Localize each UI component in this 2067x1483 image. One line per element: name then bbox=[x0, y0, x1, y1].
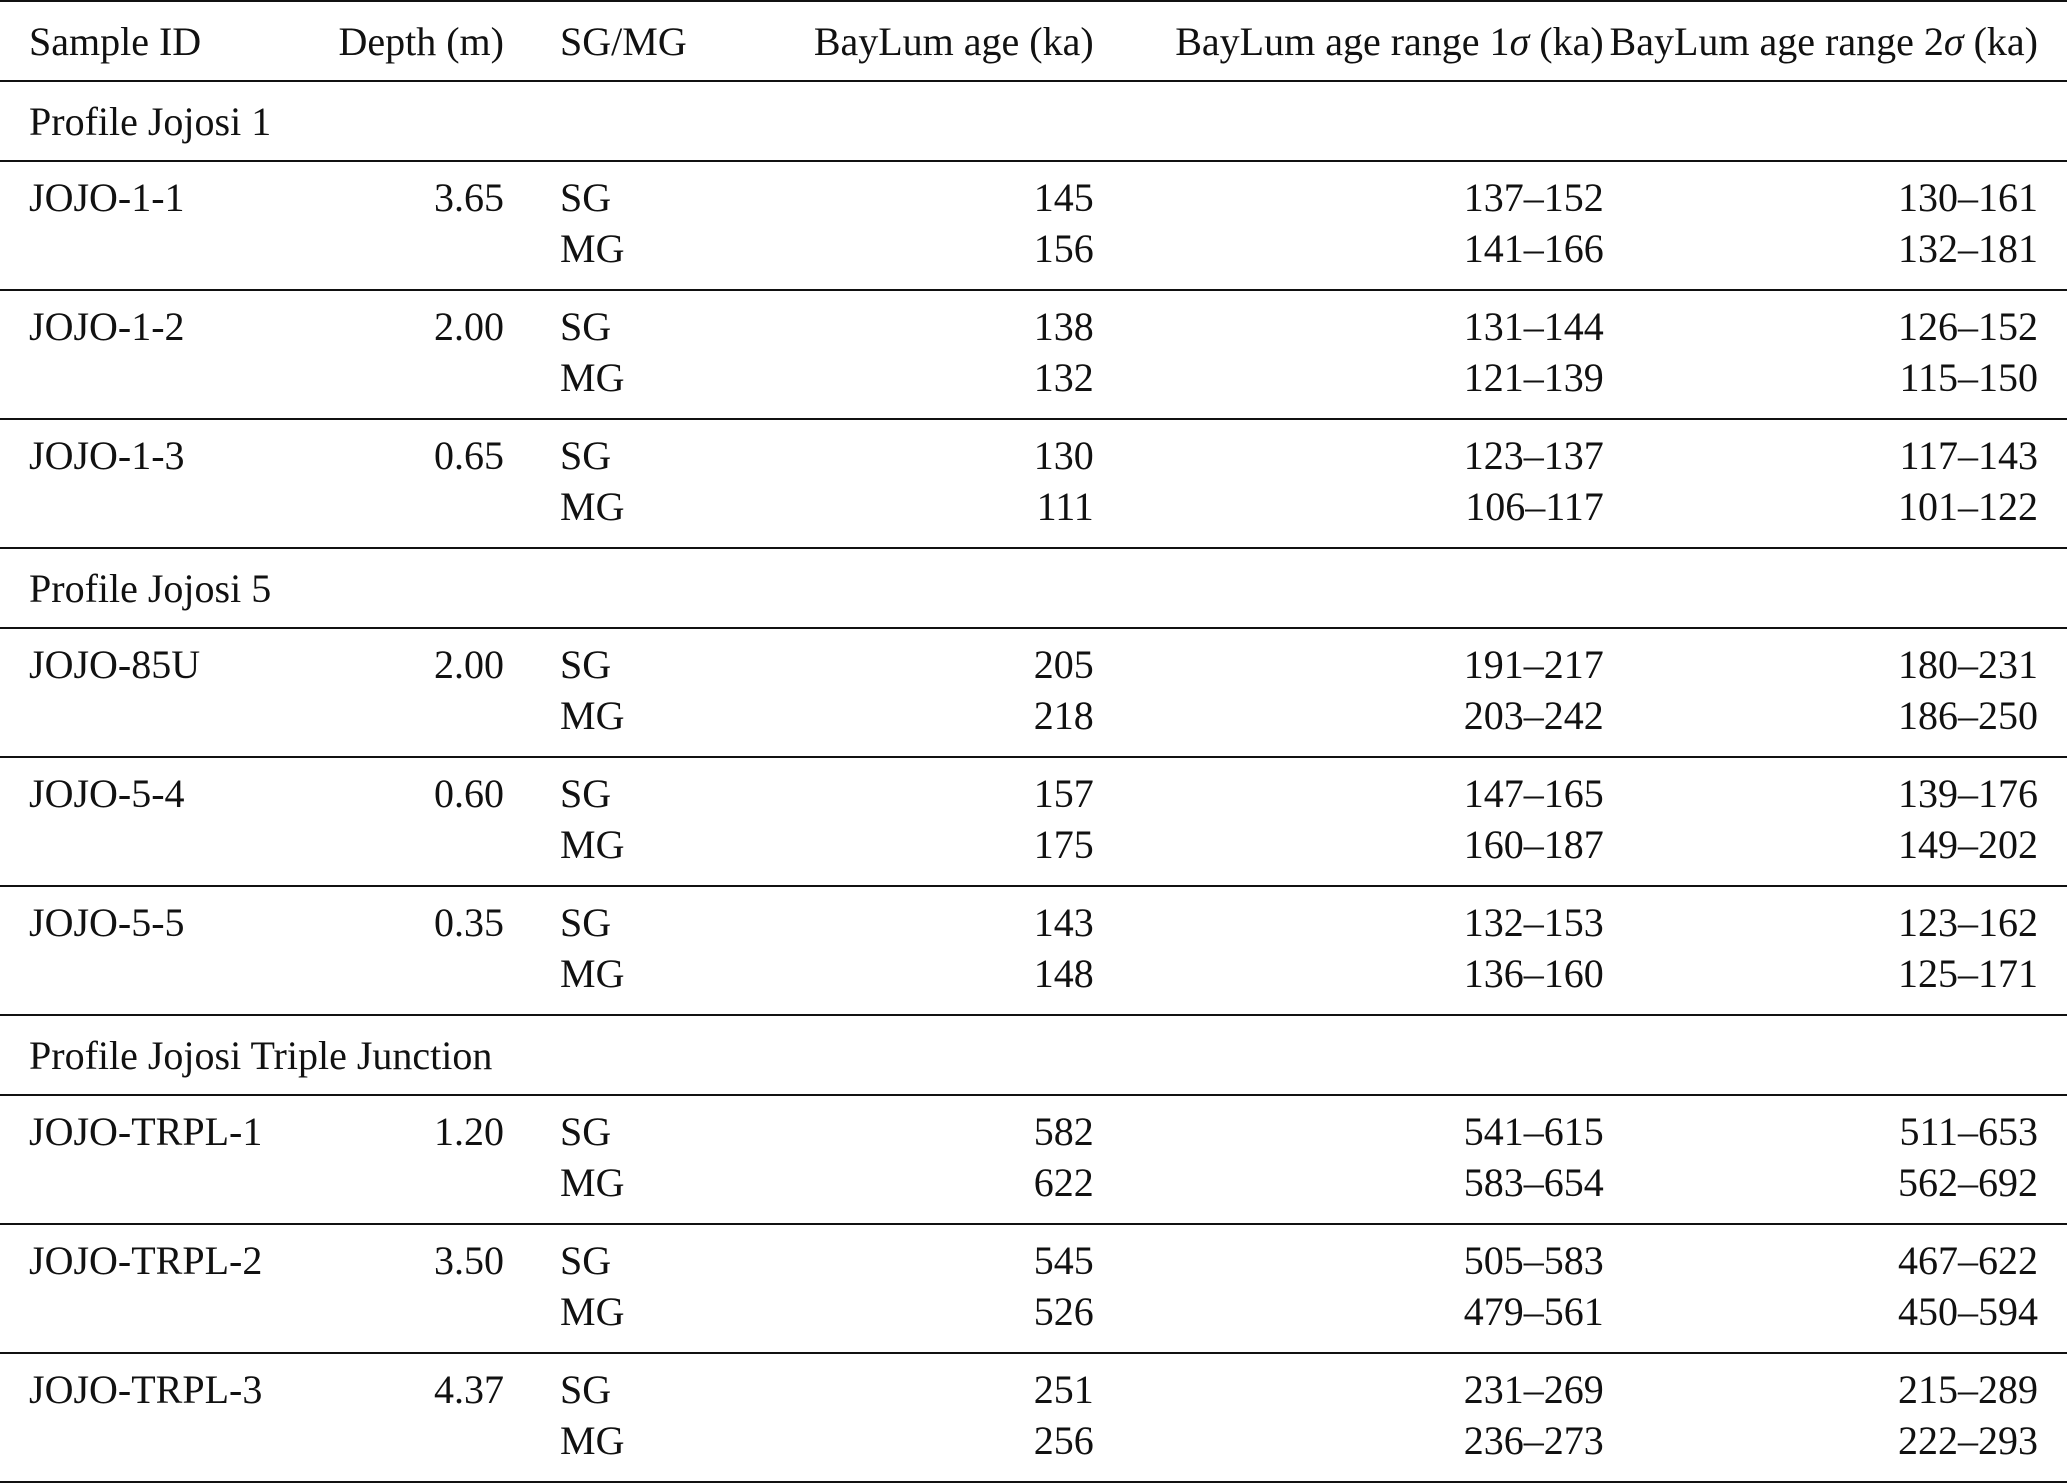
sample-age-cell bbox=[687, 1353, 1094, 1482]
sample-sg-mg-cell bbox=[504, 628, 687, 757]
sample-range-2sigma-cell bbox=[1604, 628, 2067, 757]
sample-sg-mg: MG bbox=[560, 226, 625, 271]
sample-age-cell bbox=[687, 757, 1094, 886]
sample-range-1sigma-cell bbox=[1094, 1095, 1604, 1224]
table-row bbox=[0, 161, 2067, 290]
sample-sg-mg: SG bbox=[560, 175, 612, 220]
sample-depth: 0.60 bbox=[303, 757, 504, 886]
profile-name: Profile Jojosi 5 bbox=[0, 548, 2067, 628]
sample-age: 138 bbox=[1033, 304, 1094, 349]
sample-age: 526 bbox=[1033, 1289, 1094, 1334]
sample-age: 175 bbox=[1033, 822, 1094, 867]
sample-range-2sigma: 126–152 bbox=[1898, 304, 2038, 349]
sample-range-2sigma: 222–293 bbox=[1898, 1418, 2038, 1463]
sample-depth: 0.65 bbox=[303, 419, 504, 548]
header-range1-sigma: σ bbox=[1509, 18, 1530, 64]
sample-sg-mg: SG bbox=[560, 642, 612, 687]
sample-age: 143 bbox=[1033, 900, 1094, 945]
sample-range-2sigma: 180–231 bbox=[1898, 642, 2038, 687]
sample-range-1sigma: 136–160 bbox=[1463, 951, 1604, 996]
sample-sg-mg-cell bbox=[504, 419, 687, 548]
sample-range-2sigma: 130–161 bbox=[1898, 175, 2038, 220]
sample-depth: 2.00 bbox=[303, 290, 504, 419]
sample-sg-mg: MG bbox=[560, 355, 625, 400]
header-range-2sigma bbox=[1604, 1, 2067, 81]
sample-range-1sigma: 121–139 bbox=[1463, 355, 1604, 400]
table-row bbox=[0, 757, 2067, 886]
sample-age-cell bbox=[687, 1224, 1094, 1353]
sample-range-1sigma: 141–166 bbox=[1463, 226, 1604, 271]
sample-age-cell bbox=[687, 161, 1094, 290]
sample-range-2sigma: 149–202 bbox=[1898, 822, 2038, 867]
header-age: BayLum age (ka) bbox=[687, 1, 1094, 81]
sample-sg-mg: MG bbox=[560, 822, 625, 867]
sample-sg-mg-cell bbox=[504, 1353, 687, 1482]
sample-age: 218 bbox=[1033, 693, 1094, 738]
sample-range-2sigma-cell bbox=[1604, 1353, 2067, 1482]
sample-id: JOJO-1-3 bbox=[0, 419, 303, 548]
sample-age-cell bbox=[687, 1095, 1094, 1224]
sample-depth: 0.35 bbox=[303, 886, 504, 1015]
sample-range-1sigma-cell bbox=[1094, 886, 1604, 1015]
sample-sg-mg-cell bbox=[504, 1224, 687, 1353]
header-row bbox=[0, 1, 2067, 81]
sample-range-1sigma: 231–269 bbox=[1463, 1367, 1604, 1412]
sample-range-2sigma: 511–653 bbox=[1899, 1109, 2038, 1154]
sample-range-1sigma-cell bbox=[1094, 161, 1604, 290]
header-range2-prefix: BayLum age range 2 bbox=[1609, 18, 1944, 64]
sample-id: JOJO-5-4 bbox=[0, 757, 303, 886]
sample-range-2sigma-cell bbox=[1604, 419, 2067, 548]
sample-sg-mg-cell bbox=[504, 757, 687, 886]
sample-range-2sigma: 562–692 bbox=[1898, 1160, 2038, 1205]
sample-range-2sigma: 186–250 bbox=[1898, 693, 2038, 738]
sample-age: 132 bbox=[1033, 355, 1094, 400]
sample-range-1sigma: 583–654 bbox=[1463, 1160, 1604, 1205]
sample-range-2sigma: 215–289 bbox=[1898, 1367, 2038, 1412]
table-header bbox=[0, 1, 2067, 81]
sample-range-2sigma-cell bbox=[1604, 161, 2067, 290]
sample-depth: 1.20 bbox=[303, 1095, 504, 1224]
sample-sg-mg: SG bbox=[560, 1238, 612, 1283]
sample-range-1sigma: 479–561 bbox=[1463, 1289, 1604, 1334]
sample-id: JOJO-TRPL-2 bbox=[0, 1224, 303, 1353]
sample-age-cell bbox=[687, 419, 1094, 548]
sample-id: JOJO-1-1 bbox=[0, 161, 303, 290]
sample-sg-mg: MG bbox=[560, 951, 625, 996]
profile-section-row bbox=[0, 548, 2067, 628]
sample-sg-mg: SG bbox=[560, 1367, 612, 1412]
sample-sg-mg: MG bbox=[560, 693, 625, 738]
sample-range-1sigma: 191–217 bbox=[1463, 642, 1604, 687]
sample-depth: 3.50 bbox=[303, 1224, 504, 1353]
sample-range-1sigma-cell bbox=[1094, 1224, 1604, 1353]
header-range1-unit: (ka) bbox=[1529, 18, 1604, 64]
sample-range-2sigma: 117–143 bbox=[1899, 433, 2038, 478]
profile-name: Profile Jojosi 1 bbox=[0, 81, 2067, 161]
sample-range-1sigma-cell bbox=[1094, 757, 1604, 886]
sample-range-1sigma: 147–165 bbox=[1463, 771, 1604, 816]
sample-range-2sigma: 467–622 bbox=[1898, 1238, 2038, 1283]
header-depth: Depth (m) bbox=[303, 1, 504, 81]
sample-age: 582 bbox=[1033, 1109, 1094, 1154]
table-row bbox=[0, 1095, 2067, 1224]
sample-id: JOJO-1-2 bbox=[0, 290, 303, 419]
header-sg-mg: SG/MG bbox=[504, 1, 687, 81]
profile-section-row bbox=[0, 81, 2067, 161]
sample-age: 156 bbox=[1033, 226, 1094, 271]
header-range1-prefix: BayLum age range 1 bbox=[1175, 18, 1510, 64]
sample-range-1sigma: 505–583 bbox=[1463, 1238, 1604, 1283]
sample-range-1sigma-cell bbox=[1094, 1353, 1604, 1482]
sample-age: 145 bbox=[1033, 175, 1094, 220]
header-range2-unit: (ka) bbox=[1963, 18, 2038, 64]
sample-range-1sigma: 106–117 bbox=[1465, 484, 1604, 529]
sample-sg-mg: MG bbox=[560, 1289, 625, 1334]
sample-range-1sigma: 132–153 bbox=[1463, 900, 1604, 945]
sample-sg-mg: MG bbox=[560, 1418, 625, 1463]
sample-sg-mg-cell bbox=[504, 1095, 687, 1224]
sample-sg-mg: MG bbox=[560, 484, 625, 529]
sample-id: JOJO-TRPL-1 bbox=[0, 1095, 303, 1224]
sample-age: 251 bbox=[1033, 1367, 1094, 1412]
sample-range-1sigma: 160–187 bbox=[1463, 822, 1604, 867]
table-row bbox=[0, 419, 2067, 548]
sample-range-2sigma: 132–181 bbox=[1898, 226, 2038, 271]
sample-sg-mg-cell bbox=[504, 290, 687, 419]
sample-depth: 3.65 bbox=[303, 161, 504, 290]
table-row bbox=[0, 886, 2067, 1015]
sample-range-2sigma: 115–150 bbox=[1899, 355, 2038, 400]
header-range2-sigma: σ bbox=[1943, 18, 1964, 64]
sample-sg-mg-cell bbox=[504, 161, 687, 290]
sample-age: 148 bbox=[1033, 951, 1094, 996]
sample-range-2sigma-cell bbox=[1604, 886, 2067, 1015]
sample-age: 256 bbox=[1033, 1418, 1094, 1463]
sample-age: 157 bbox=[1033, 771, 1094, 816]
header-sample-id: Sample ID bbox=[0, 1, 303, 81]
sample-range-1sigma: 123–137 bbox=[1463, 433, 1604, 478]
sample-sg-mg: SG bbox=[560, 900, 612, 945]
table-body bbox=[0, 81, 2067, 1482]
sample-range-2sigma: 125–171 bbox=[1898, 951, 2038, 996]
sample-range-1sigma: 137–152 bbox=[1463, 175, 1604, 220]
sample-range-2sigma: 450–594 bbox=[1898, 1289, 2038, 1334]
sample-range-1sigma: 236–273 bbox=[1463, 1418, 1604, 1463]
profile-name: Profile Jojosi Triple Junction bbox=[0, 1015, 2067, 1095]
sample-range-2sigma-cell bbox=[1604, 1095, 2067, 1224]
sample-range-1sigma-cell bbox=[1094, 290, 1604, 419]
table-row bbox=[0, 628, 2067, 757]
sample-id: JOJO-5-5 bbox=[0, 886, 303, 1015]
sample-depth: 4.37 bbox=[303, 1353, 504, 1482]
sample-range-2sigma: 101–122 bbox=[1898, 484, 2038, 529]
sample-range-1sigma-cell bbox=[1094, 419, 1604, 548]
sample-range-2sigma-cell bbox=[1604, 757, 2067, 886]
sample-age: 130 bbox=[1033, 433, 1094, 478]
sample-sg-mg: SG bbox=[560, 1109, 612, 1154]
sample-age: 111 bbox=[1036, 484, 1094, 529]
sample-sg-mg: SG bbox=[560, 771, 612, 816]
sample-sg-mg: SG bbox=[560, 304, 612, 349]
profile-section-row bbox=[0, 1015, 2067, 1095]
sample-age: 545 bbox=[1033, 1238, 1094, 1283]
sample-sg-mg: MG bbox=[560, 1160, 625, 1205]
sample-age-cell bbox=[687, 628, 1094, 757]
sample-range-1sigma: 131–144 bbox=[1463, 304, 1604, 349]
sample-range-1sigma-cell bbox=[1094, 628, 1604, 757]
sample-sg-mg-cell bbox=[504, 886, 687, 1015]
sample-age: 622 bbox=[1033, 1160, 1094, 1205]
sample-range-2sigma-cell bbox=[1604, 1224, 2067, 1353]
sample-range-1sigma: 541–615 bbox=[1463, 1109, 1604, 1154]
sample-range-2sigma: 139–176 bbox=[1898, 771, 2038, 816]
sample-id: JOJO-TRPL-3 bbox=[0, 1353, 303, 1482]
table-row bbox=[0, 1224, 2067, 1353]
sample-range-2sigma: 123–162 bbox=[1898, 900, 2038, 945]
sample-depth: 2.00 bbox=[303, 628, 504, 757]
sample-age-cell bbox=[687, 886, 1094, 1015]
sample-id: JOJO-85U bbox=[0, 628, 303, 757]
table-row bbox=[0, 290, 2067, 419]
sample-range-2sigma-cell bbox=[1604, 290, 2067, 419]
sample-age-cell bbox=[687, 290, 1094, 419]
sample-range-1sigma: 203–242 bbox=[1463, 693, 1604, 738]
sample-age: 205 bbox=[1033, 642, 1094, 687]
table-row bbox=[0, 1353, 2067, 1482]
sample-sg-mg: SG bbox=[560, 433, 612, 478]
header-range-1sigma bbox=[1094, 1, 1604, 81]
